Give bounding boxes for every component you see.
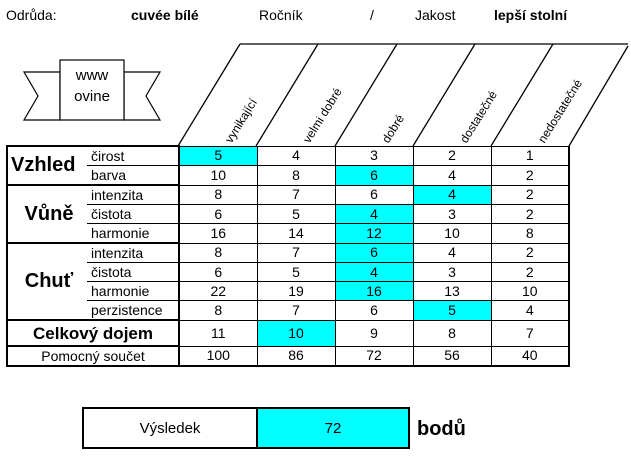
score-cell[interactable]: 13 [413,282,491,301]
score-cell[interactable]: 2 [491,263,569,282]
table-row [7,224,569,244]
row-label-purity: čistota [87,205,179,224]
row-label-colour: barva [87,166,179,186]
quality-value: lepší stolní [494,7,568,23]
category-taste: Chuť [7,243,87,320]
score-cell[interactable]: 10 [179,166,257,186]
subtotal-cell: 100 [179,346,257,366]
score-cell[interactable]: 10 [413,224,491,244]
score-cell[interactable]: 2 [491,166,569,186]
score-cell[interactable]: 8 [413,320,491,346]
column-header-good: dobré [379,111,408,146]
row-label-purity: čistota [87,263,179,282]
column-header-very-good: velmi dobré [300,85,345,146]
score-cell[interactable]: 4 [413,185,491,205]
score-cell[interactable]: 8 [179,243,257,263]
score-cell[interactable]: 12 [335,224,413,244]
score-cell[interactable]: 4 [413,243,491,263]
score-cell[interactable]: 11 [179,320,257,346]
score-cell[interactable]: 5 [257,205,335,224]
score-cell[interactable]: 2 [413,146,491,166]
score-cell[interactable]: 5 [413,301,491,321]
table-row [7,282,569,301]
score-cell[interactable]: 6 [335,301,413,321]
column-header-insufficient: nedostatečné [535,76,586,146]
year-value: / [370,7,374,23]
score-cell[interactable]: 2 [491,185,569,205]
variety-value: cuvée bílé [131,7,199,23]
subtotal-cell: 56 [413,346,491,366]
score-cell[interactable]: 19 [257,282,335,301]
result-label: Výsledek [84,409,258,447]
result-value: 72 [258,409,408,447]
score-cell[interactable]: 4 [491,301,569,321]
score-cell[interactable]: 10 [257,320,335,346]
subtotal-cell: 72 [335,346,413,366]
score-cell[interactable]: 8 [257,166,335,186]
score-cell[interactable]: 7 [257,301,335,321]
table-row [7,243,569,263]
quality-label: Jakost [415,7,456,23]
score-cell[interactable]: 6 [335,243,413,263]
column-header-excellent: vynikající [222,96,261,146]
score-cell[interactable]: 1 [491,146,569,166]
row-label-intensity: intenzita [87,185,179,205]
score-cell[interactable]: 4 [413,166,491,186]
score-cell[interactable]: 3 [335,146,413,166]
category-aroma: Vůně [7,185,87,243]
score-cell[interactable]: 8 [179,185,257,205]
score-cell[interactable]: 4 [335,205,413,224]
score-cell[interactable]: 16 [335,282,413,301]
row-label-clarity: čirost [87,146,179,166]
table-row [7,301,569,321]
score-cell[interactable]: 6 [335,185,413,205]
score-cell[interactable]: 22 [179,282,257,301]
column-header-sufficient: dostatečné [457,88,500,146]
score-cell[interactable]: 5 [179,146,257,166]
row-label-intensity: intenzita [87,243,179,263]
subtotal-cell: 40 [491,346,569,366]
score-cell[interactable]: 4 [335,263,413,282]
score-cell[interactable]: 6 [335,166,413,186]
subtotal-cell: 86 [257,346,335,366]
score-cell[interactable]: 4 [257,146,335,166]
table-row [7,185,569,205]
result-box [82,407,410,449]
score-cell[interactable]: 6 [179,263,257,282]
row-label-harmony: harmonie [87,224,179,244]
row-label-harmony: harmonie [87,282,179,301]
category-appearance: Vzhled [7,146,87,185]
category-overall-impression: Celkový dojem [7,320,179,346]
scoring-table [6,145,570,367]
score-cell[interactable]: 8 [179,301,257,321]
score-cell[interactable]: 16 [179,224,257,244]
score-cell[interactable]: 8 [491,224,569,244]
variety-label: Odrůda: [6,7,57,23]
table-row [7,263,569,282]
table-row [7,320,569,346]
score-cell[interactable]: 3 [413,263,491,282]
score-cell[interactable]: 14 [257,224,335,244]
score-cell[interactable]: 2 [491,205,569,224]
logo-line-2: ovine [74,88,110,105]
table-row [7,146,569,166]
score-cell[interactable]: 7 [257,185,335,205]
score-cell[interactable]: 6 [179,205,257,224]
table-row [7,346,569,366]
score-cell[interactable]: 10 [491,282,569,301]
table-row [7,166,569,186]
score-cell[interactable]: 9 [335,320,413,346]
subtotal-label: Pomocný součet [7,346,179,366]
score-cell[interactable]: 7 [491,320,569,346]
row-label-persistence: perzistence [87,301,179,321]
score-cell[interactable]: 2 [491,243,569,263]
score-cell[interactable]: 5 [257,263,335,282]
year-label: Ročník [259,7,303,23]
result-unit: bodů [417,418,466,440]
score-cell[interactable]: 7 [257,243,335,263]
table-row [7,205,569,224]
score-cell[interactable]: 3 [413,205,491,224]
logo-line-1: www [75,67,109,84]
